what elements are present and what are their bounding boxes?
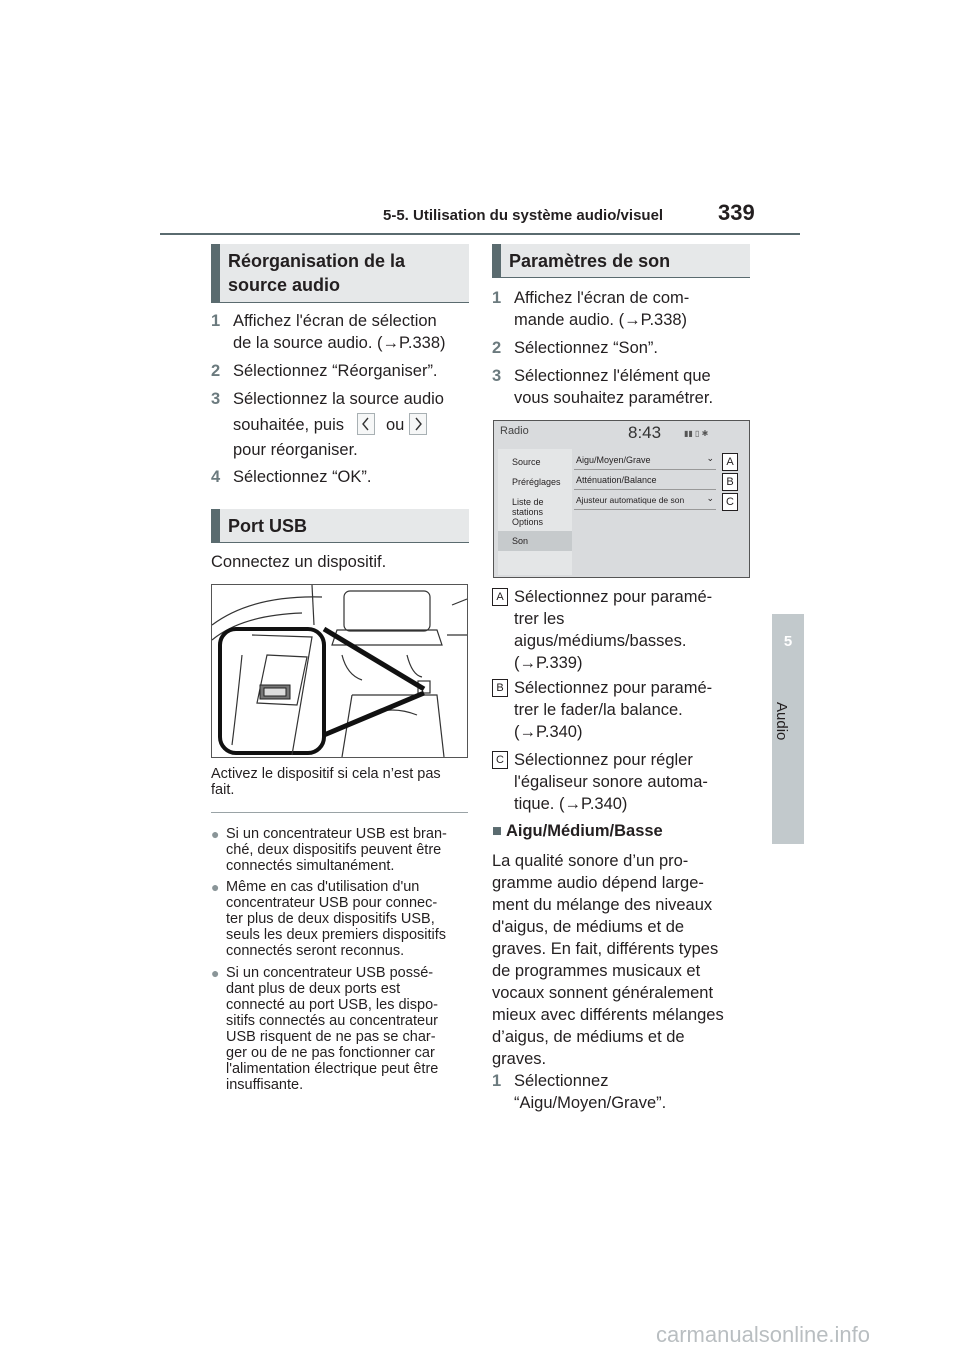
bullet-icon: ●: [211, 879, 220, 895]
bullet-icon: ●: [211, 965, 220, 981]
status-icons: ▮▮ ▯ ✱: [684, 429, 709, 438]
step-3-or: ou: [386, 416, 405, 434]
marker-a: A: [722, 453, 738, 471]
step-number: 3: [492, 367, 502, 385]
label-text: Sélectionnez pour paramé- trer les aigus/médiums/basses. (→P.339): [514, 588, 713, 672]
car-console-drawing: [212, 585, 467, 757]
page-number: 339: [718, 200, 755, 225]
step-1-left: [211, 310, 469, 354]
menu-source[interactable]: Source: [512, 457, 541, 467]
menu-station-list[interactable]: Liste de stations: [512, 497, 544, 517]
arrow-left-button[interactable]: [357, 413, 375, 435]
bullet-3: [211, 965, 469, 1093]
divider: [211, 812, 468, 813]
step-number: 2: [492, 339, 502, 357]
menu-sound-label: Son: [512, 536, 529, 546]
row-treble-mid-bass[interactable]: [574, 451, 716, 470]
step-text: Sélectionnez “Son”.: [514, 339, 658, 357]
row-label: Aigu/Moyen/Grave: [576, 455, 651, 465]
subheading-text: Aigu/Médium/Basse: [505, 822, 663, 840]
section-title-usb: Port USB: [211, 509, 469, 543]
marker-b: B: [722, 473, 738, 491]
screen-title: Radio: [500, 425, 529, 437]
screen-time: 8:43: [628, 423, 662, 442]
chevron-down-icon: ⌄: [706, 453, 714, 463]
label-key: B: [492, 679, 508, 697]
step-number: 4: [211, 468, 221, 486]
menu-sound-selected[interactable]: [498, 531, 572, 551]
chevron-down-icon: ⌄: [706, 493, 714, 503]
section-title-reorder: Réorganisation de la source audio: [211, 244, 469, 303]
label-text: Sélectionnez pour paramé- trer le fader/la balance. (→P.340): [514, 679, 713, 741]
step-4-left: [211, 466, 469, 488]
step-number: 1: [211, 312, 221, 330]
menu-options[interactable]: Options: [512, 517, 544, 527]
step-3-line2a: souhaitée, puis: [233, 416, 344, 434]
step-2-right: [492, 337, 750, 359]
marker-c: C: [722, 493, 738, 511]
step-number: 3: [211, 390, 221, 408]
label-key: A: [492, 588, 508, 606]
step-3-left: [211, 388, 469, 410]
step-text: Sélectionnez l'élément que vous souhaitez paramétrer.: [514, 367, 714, 407]
chevron-left-icon: [358, 414, 374, 434]
header-rule: [160, 233, 800, 235]
step-text: Sélectionnez “Réorganiser”.: [233, 362, 438, 380]
row-label: Ajusteur automatique de son: [576, 495, 685, 505]
chevron-right-icon: [410, 414, 426, 434]
usb-port-illustration: [211, 584, 468, 758]
side-tab-number: 5: [783, 633, 793, 650]
bullet-text: Si un concentrateur USB est bran- ché, deux dispositifs peuvent être connectés simultanément.: [226, 826, 447, 874]
sound-paragraph: La qualité sonore d’un pro- gramme audio dépend large- ment du mélange des niveaux d'aigus, de médiums et de graves. En fait, différents types de programmes musicaux et vocaux sonnent généralement mieux avec différents mélanges d’aigus, de médiums et de graves.: [492, 852, 724, 1068]
step-2-left: [211, 360, 469, 382]
bullet-1: [211, 826, 469, 874]
step-text: Sélectionnez “Aigu/Moyen/Grave”.: [514, 1072, 667, 1112]
bullet-icon: ●: [211, 826, 220, 842]
audio-settings-screen: [493, 420, 750, 578]
label-key: C: [492, 751, 508, 769]
usb-caption: Activez le dispositif si cela n’est pas fait.: [211, 766, 441, 798]
side-tab-label: Audio: [773, 702, 790, 741]
step-number: 2: [211, 362, 221, 380]
step-3-line3: pour réorganiser.: [233, 441, 358, 459]
connect-text: Connectez un dispositif.: [211, 553, 387, 571]
step-3-right: [492, 365, 750, 409]
square-bullet-icon: ■: [492, 822, 502, 840]
step-number: 1: [492, 289, 502, 307]
label-text: Sélectionnez pour régler l'égaliseur sonore automa- tique. (→P.340): [514, 751, 708, 813]
row-fader-balance[interactable]: [574, 471, 716, 490]
section-title-sound: Paramètres de son: [492, 244, 750, 278]
step-text: Affichez l'écran de sélection de la source audio. (→P.338): [233, 312, 446, 352]
bullet-text: Même en cas d'utilisation d'un concentrateur USB pour connec- ter plus de deux dispositifs USB, seuls les deux premiers dispositifs connectés seront reconnus.: [226, 879, 447, 959]
step-text: Affichez l'écran de com- mande audio. (→P.338): [514, 289, 690, 329]
arrow-right-button[interactable]: [409, 413, 427, 435]
row-label: Atténuation/Balance: [576, 475, 657, 485]
bullet-text: Si un concentrateur USB possé- dant plus de deux ports est connecté au port USB, les dispo- sitifs connectés au concentrateur USB risquent de ne pas se char- ger ou de ne pas fonctionner car l'alimentation électrique peut être insuffisante.: [226, 965, 439, 1093]
step-text: Sélectionnez “OK”.: [233, 468, 372, 486]
step-text: Sélectionnez la source audio: [233, 390, 444, 408]
bullet-2: [211, 879, 469, 959]
last-step: [492, 1070, 750, 1114]
subheading-row: [492, 822, 663, 841]
label-a-desc: [492, 586, 750, 674]
screen-menu: [498, 449, 572, 575]
label-b-desc: [492, 677, 750, 743]
label-c-desc: [492, 749, 750, 815]
step-1-right: [492, 287, 750, 331]
watermark: carmanualsonline.info: [656, 1322, 871, 1347]
chapter-title: 5-5. Utilisation du système audio/visuel: [383, 207, 664, 224]
row-auto-sound[interactable]: [574, 491, 716, 510]
menu-presets[interactable]: Préréglages: [512, 477, 561, 487]
step-number: 1: [492, 1072, 502, 1090]
